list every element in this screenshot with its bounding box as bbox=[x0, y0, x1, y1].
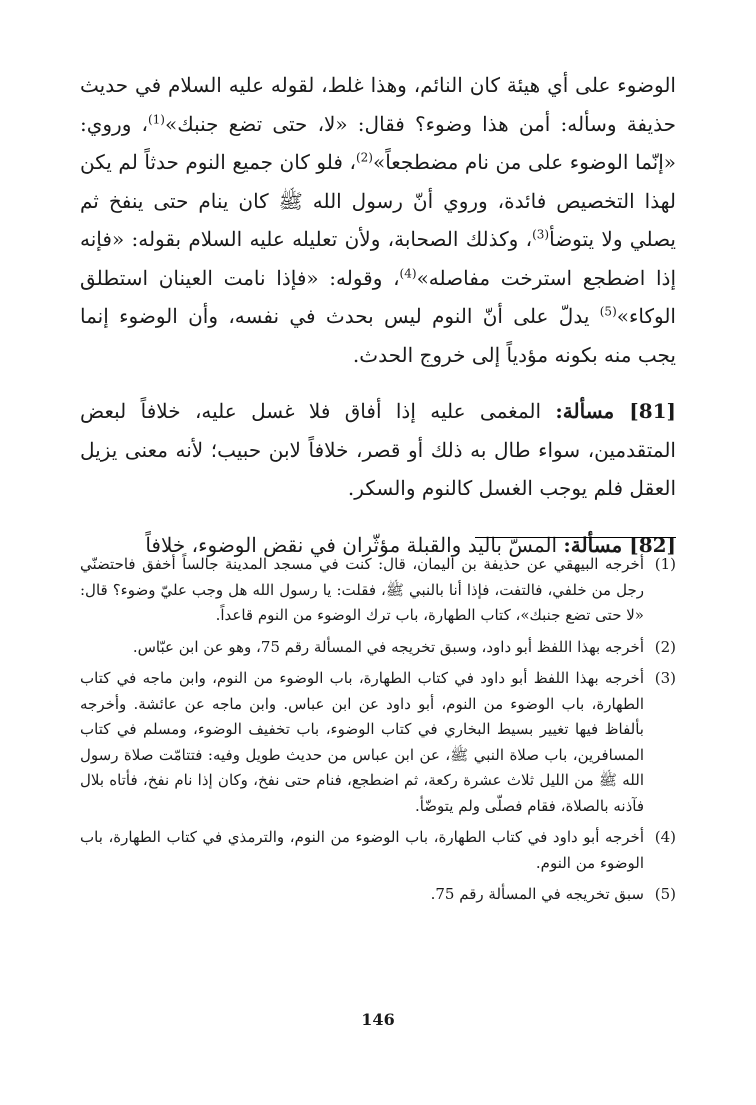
footnote-4 bbox=[80, 825, 676, 876]
footnotes-section bbox=[80, 552, 676, 914]
footnote-text: سبق تخريجه في المسألة رقم 75. bbox=[430, 885, 644, 903]
issue-text: المغمى عليه إذا أفاق فلا غسل عليه، خلافاً لبعض المتقدمين، سواء طال به ذلك أو قصر، خلافاً لابن حبيب؛ لأنه معنى يزيل العقل فلم يوجب الغسل كالنوم والسكر. bbox=[80, 399, 676, 500]
paragraph-issue-81 bbox=[80, 392, 676, 508]
text-run: ، وقوله: «فإذا نامت العينان استطلق الوكاء» bbox=[80, 265, 676, 328]
footnote-number: (4) bbox=[654, 828, 676, 846]
footnote-5 bbox=[80, 882, 676, 908]
footnote-ref-3[interactable]: (3) bbox=[532, 227, 550, 242]
text-run: ، وروي: «إنّما الوضوء على من نام مضطجعاً» bbox=[80, 111, 677, 174]
page-number: 146 bbox=[361, 1010, 395, 1029]
footnote-number: (1) bbox=[654, 555, 676, 573]
text-run: يدلّ على أنّ النوم ليس بحدث في نفسه، وأن الوضوء إنما يجب منه بكونه مؤدياً إلى خروج الحدث. bbox=[80, 304, 676, 367]
main-text bbox=[80, 66, 676, 564]
text-run: ، وكذلك الصحابة، ولأن تعليله عليه السلام بقوله: «فإنه إذا اضطجع استرخت مفاصله» bbox=[80, 227, 676, 290]
text-run: الوضوء على أي هيئة كان النائم، وهذا غلط، لقوله عليه السلام في حديث حذيفة وسأله: أمن هذا وضوء؟ فقال: «لا، حتى تضع جنبك» bbox=[80, 73, 676, 136]
footnote-3 bbox=[80, 666, 676, 819]
footnote-number: (2) bbox=[654, 637, 676, 656]
footnote-text: أخرجه بهذا اللفظ أبو داود، وسبق تخريجه في المسألة رقم 75، وهو عن ابن عبّاس. bbox=[132, 637, 644, 656]
footnote-ref-5[interactable]: (5) bbox=[599, 304, 617, 319]
footnote-ref-4[interactable]: (4) bbox=[399, 265, 417, 280]
issue-label: [82] مسألة: bbox=[563, 532, 676, 557]
footnote-number: (3) bbox=[654, 669, 676, 687]
footnote-ref-2[interactable]: (2) bbox=[355, 150, 373, 165]
footnote-divider bbox=[475, 537, 676, 538]
text-run: ، فلو كان جميع النوم حدثاً لم يكن لهذا التخصيص فائدة، وروي أنّ رسول الله ﷺ كان ينام حتى ينفخ ثم يصلي ولا يتوضأ bbox=[80, 150, 676, 251]
footnote-text: أخرجه أبو داود في كتاب الطهارة، باب الوضوء من النوم، والترمذي في كتاب الطهارة، باب الوضوء من النوم. bbox=[80, 828, 644, 872]
footnote-text: أخرجه البيهقي عن حذيفة بن اليمان، قال: كنت في مسجد المدينة جالساً أخفق فاحتضنّي رجل من خلفي، فالتفت، فإذا أنا بالنبي ﷺ، فقلت: يا رسول الله هل وجب عليّ وضوء؟ قال: «لا حتى تضع جنبك»، كتاب الطهارة، باب ترك الوضوء من النوم قاعداً. bbox=[80, 555, 644, 624]
footnote-ref-1[interactable]: (1) bbox=[147, 111, 165, 126]
paragraph-1 bbox=[80, 66, 676, 374]
footnote-1 bbox=[80, 552, 676, 629]
footnote-2 bbox=[80, 635, 676, 661]
footnote-number: (5) bbox=[654, 885, 676, 903]
issue-label: [81] مسألة: bbox=[555, 399, 677, 423]
issue-text: المسّ باليد والقبلة مؤثّران في نقض الوضوء، خلافاً bbox=[145, 532, 564, 557]
footnote-text: أخرجه بهذا اللفظ أبو داود في كتاب الطهارة، باب الوضوء من النوم، وابن ماجه في كتاب الطهارة، باب الوضوء من النوم، أبو داود عن ابن عباس. وابن ماجه عن عائشة. وأخرجه بألفاظ فيها تغيير بسيط البخاري في كتاب الوضوء، باب تخفيف الوضوء، ومسلم في كتاب المسافرين، باب صلاة النبي ﷺ، عن ابن عباس من حديث طويل وفيه: فتتامّت صلاة رسول الله ﷺ من الليل ثلاث عشرة ركعة، ثم اضطجع، فنام حتى نفخ، وكان إذا نام نفخ، فأتاه بلال فآذنه بالصلاة، فقام فصلّى ولم يتوضّأ. bbox=[80, 669, 644, 815]
